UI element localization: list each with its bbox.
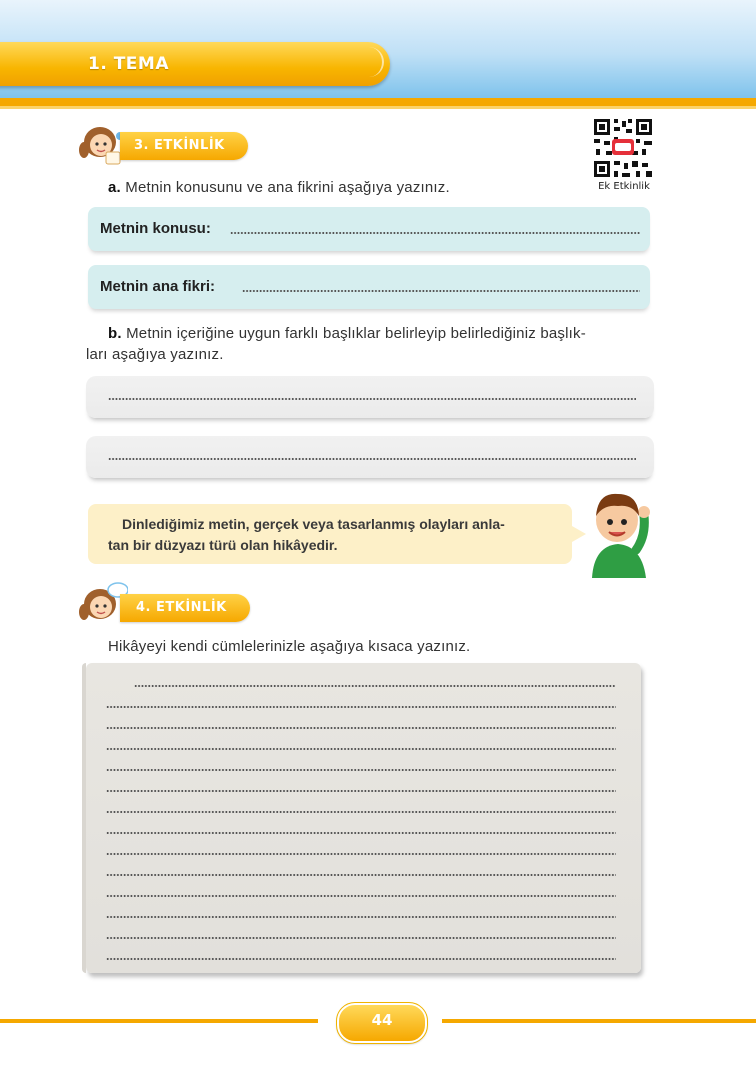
theme-banner bbox=[0, 42, 390, 86]
header-underline-light bbox=[0, 106, 756, 109]
writing-line[interactable] bbox=[106, 832, 616, 834]
footer-line-right bbox=[442, 1019, 756, 1023]
activity3-badge-label: 3. ETKİNLİK bbox=[134, 138, 225, 153]
qr-caption: Ek Etkinlik bbox=[598, 181, 650, 192]
writing-line[interactable] bbox=[134, 685, 616, 687]
boy-mascot-icon bbox=[584, 486, 654, 580]
main-idea-answer-line[interactable] bbox=[242, 290, 640, 292]
writing-line[interactable] bbox=[106, 727, 616, 729]
writing-line[interactable] bbox=[106, 853, 616, 855]
writing-line[interactable] bbox=[106, 916, 616, 918]
info-note-text: Dinlediğimiz metin, gerçek veya tasarlanmış olayları anla- tan bir düzyazı türü olan hikâyedir. bbox=[108, 516, 505, 553]
part-a-instruction: a. Metnin konusunu ve ana fikrini aşağıya yazınız. bbox=[108, 179, 450, 196]
main-idea-answer-box[interactable] bbox=[88, 265, 650, 309]
qr-code-icon[interactable] bbox=[592, 117, 654, 179]
part-b-instruction-line1: b. Metnin içeriğine uygun farklı başlıklar belirleyip belirlediğiniz başlık- bbox=[108, 325, 586, 342]
title-answer-line-1[interactable] bbox=[108, 398, 636, 400]
writing-line[interactable] bbox=[106, 958, 616, 960]
writing-line[interactable] bbox=[106, 937, 616, 939]
main-idea-label: Metnin ana fikri: bbox=[100, 278, 216, 295]
activity4-instruction: Hikâyeyi kendi cümlelerinizle aşağıya kısaca yazınız. bbox=[108, 638, 471, 655]
part-b-instruction-line2: ları aşağıya yazınız. bbox=[86, 346, 224, 363]
writing-line[interactable] bbox=[106, 790, 616, 792]
title-answer-box-1[interactable] bbox=[86, 376, 654, 418]
writing-line[interactable] bbox=[106, 769, 616, 771]
title-answer-box-2[interactable] bbox=[86, 436, 654, 478]
theme-title: 1. TEMA bbox=[88, 54, 169, 74]
page-number: 44 bbox=[371, 1011, 393, 1029]
topic-answer-line[interactable] bbox=[230, 232, 640, 234]
writing-line[interactable] bbox=[106, 811, 616, 813]
footer-line-left bbox=[0, 1019, 318, 1023]
title-answer-line-2[interactable] bbox=[108, 458, 636, 460]
writing-line[interactable] bbox=[106, 748, 616, 750]
story-writing-area[interactable] bbox=[86, 663, 641, 973]
writing-line[interactable] bbox=[106, 706, 616, 708]
activity4-badge-label: 4. ETKİNLİK bbox=[136, 600, 227, 615]
topic-answer-box[interactable] bbox=[88, 207, 650, 251]
topic-label: Metnin konusu: bbox=[100, 220, 211, 237]
header-underline bbox=[0, 98, 756, 106]
writing-line[interactable] bbox=[106, 874, 616, 876]
writing-line[interactable] bbox=[106, 895, 616, 897]
